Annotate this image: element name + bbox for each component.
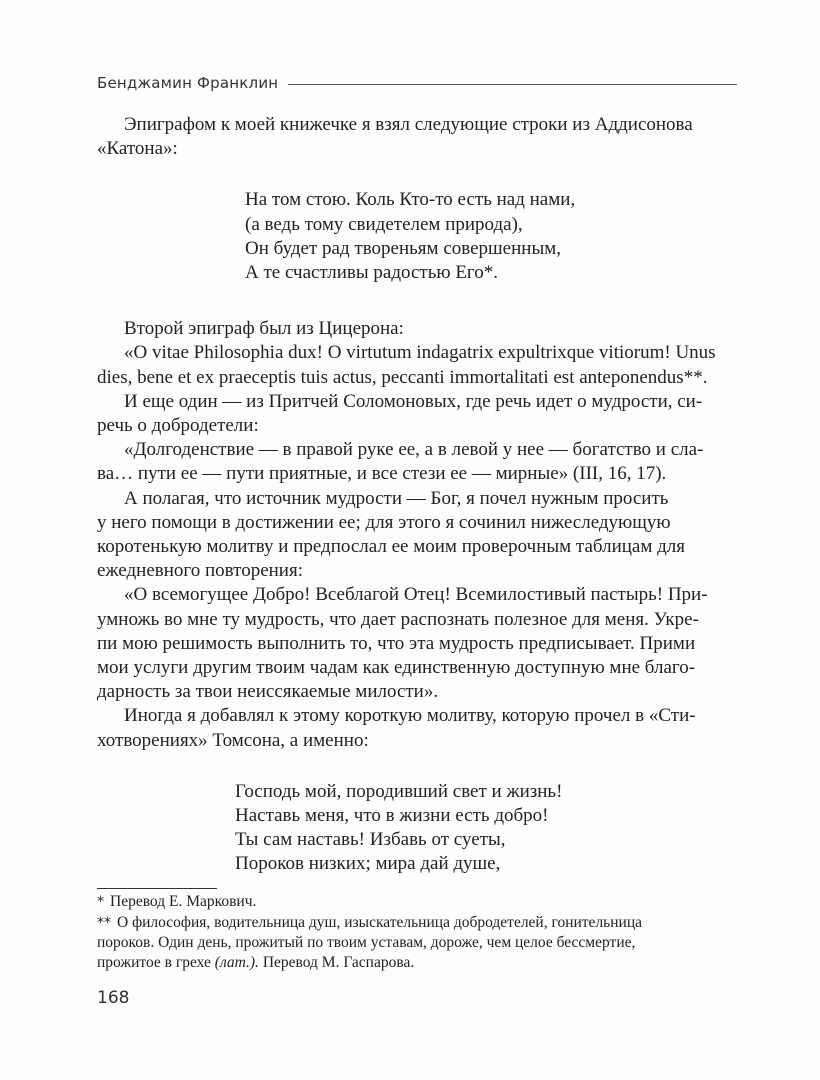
header-rule (288, 84, 737, 85)
text-line: «Катона»: (97, 138, 178, 160)
text-line: хотворениях» Томсона, а именно: (97, 729, 369, 751)
text-line: у него помощи в достижении ее; для этого я сочинил нижеследующую (97, 511, 671, 533)
text-line: Иногда я добавлял к этому короткую молитву, которую прочел в «Сти- (124, 705, 696, 727)
footnote-2 (97, 913, 748, 973)
footnote-text: прожитое в грехе (97, 953, 215, 971)
text-line: dies, bene et ex praeceptis tuis actus, peccanti immortalitati est anteponendus**. (97, 366, 708, 388)
poem-thomson (97, 780, 748, 877)
text-line: пи мою решимость выполнить то, что эта мудрость предписывает. Прими (97, 632, 696, 654)
verse-line: (а ведь тому свидетелем природа), (245, 213, 523, 235)
verse-line: Он будет рад твореньям совершенным, (245, 237, 561, 259)
paragraph-proverbs-quote (97, 438, 748, 486)
footnote-mark: * (97, 894, 104, 910)
paragraph-cicero-quote (97, 341, 748, 389)
header-author: Бенджамин Франклин (97, 74, 279, 92)
paragraph-prayer (97, 583, 748, 704)
verse-line: На том стою. Коль Кто-то есть над нами, (245, 189, 576, 211)
verse-line: Господь мой, породивший свет и жизнь! (235, 780, 563, 802)
text-line: мои услуги другим твоим чадам как единственную доступную мне благо- (97, 657, 696, 679)
text-line: И еще один — из Притчей Соломоновых, где речь идет о мудрости, си- (124, 390, 703, 412)
text-line: «О всемогущее Добро! Всеблагой Отец! Всемилостивый пастырь! При- (124, 584, 708, 606)
paragraph-second-epigraph (97, 317, 748, 341)
paragraph-epigraph-intro (97, 113, 748, 161)
footnote-mark: ** (97, 914, 111, 931)
verse-line: Пороков низких; мира дай душе, (235, 853, 501, 875)
page-body (97, 113, 748, 877)
text-line: дарность за твои неиссякаемые милости». (97, 681, 439, 703)
verse-line: А те счастливы радостью Его*. (245, 262, 498, 284)
footnote-rule (97, 888, 217, 889)
text-line: «O vitae Philosophia dux! O virtutum indagatrix expultrixque vitiorum! Unus (124, 342, 716, 364)
text-line: умножь во мне ту мудрость, что дает распознать полезное для меня. Укре- (97, 608, 699, 630)
running-header (97, 74, 737, 92)
footnote-text: Перевод М. Гаспарова. (258, 953, 415, 971)
footnote-italic: (лат.). (214, 953, 259, 971)
text-line: А полагая, что источник мудрости — Бог, я почел нужным просить (124, 487, 669, 509)
poem-addison (97, 188, 748, 285)
paragraph-proverbs (97, 390, 748, 438)
text-line: ежедневного повторения: (97, 560, 303, 582)
text-line: Эпиграфом к моей книжечке я взял следующие строки из Аддисонова (124, 114, 693, 135)
footnote-text: Перевод Е. Маркович. (110, 893, 257, 910)
text-line: коротенькую молитву и предпослал ее моим проверочным таблицам для (97, 536, 685, 558)
verse-line: Наставь меня, что в жизни есть добро! (235, 805, 549, 827)
text-line: речь о добродетели: (97, 415, 259, 437)
verse-line: Ты сам наставь! Избавь от суеты, (235, 829, 506, 851)
footnote-text: пороков. Один день, прожитый по твоим уставам, дороже, чем целое бессмертие, (97, 934, 636, 951)
text-line: Второй эпиграф был из Цицерона: (124, 318, 404, 340)
page-number: 168 (97, 988, 130, 1008)
text-line: «Долгоденствие — в правой руке ее, а в левой у нее — богатство и сла- (124, 439, 704, 461)
text-line: ва… пути ее — пути приятные, и все стези ее — мирные» (III, 16, 17). (97, 463, 667, 485)
footnote-1 (97, 892, 748, 913)
paragraph-thomson-intro (97, 704, 748, 752)
footnotes (97, 892, 748, 972)
footnote-text: О философия, водительница душ, изыскательница добродетелей, гонительница (117, 913, 643, 931)
paragraph-prayer-intro (97, 487, 748, 584)
